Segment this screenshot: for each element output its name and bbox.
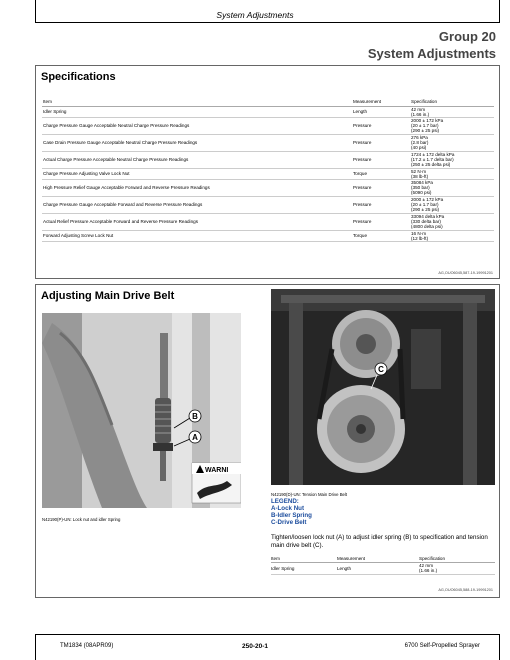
warning-decal xyxy=(192,463,241,503)
cell-measurement: Pressure xyxy=(352,196,410,213)
column-header-specification: Specification xyxy=(419,555,495,562)
spec-value: 1724 ± 172 delta kPa (17.2 ± 1.7 delta bar) (250 ± 25 delta psi) xyxy=(411,152,455,167)
callout-a-label: A xyxy=(192,433,198,442)
table-row xyxy=(42,230,494,241)
legend-item: B-Idler Spring xyxy=(271,512,312,519)
idler-spring-shape xyxy=(155,398,171,443)
cell-item: Actual Charge Pressure Acceptable Neutral Charge Pressure Readings xyxy=(42,151,352,168)
group-heading xyxy=(368,28,496,62)
specifications-panel xyxy=(35,65,500,279)
cell-spec xyxy=(410,213,494,230)
callout-c-marker xyxy=(375,363,387,375)
cell-item: Case Drain Pressure Gauge Acceptable Neutral Charge Pressure Readings xyxy=(42,134,352,151)
cell-spec xyxy=(410,106,494,117)
spec-value: 42 mm (1.66 in.) xyxy=(419,563,438,573)
spec-value: 2000 ± 172 kPa (20 ± 1.7 bar) (290 ± 25 psi) xyxy=(411,197,444,212)
drive-belt-title: Adjusting Main Drive Belt xyxy=(41,290,175,302)
cell-measurement: Torque xyxy=(352,168,410,179)
table-row xyxy=(271,562,495,574)
callout-b-marker xyxy=(189,410,201,422)
table-row xyxy=(42,168,494,179)
callout-a-marker xyxy=(189,431,201,443)
cell-measurement: Pressure xyxy=(352,117,410,134)
cell-spec xyxy=(419,562,495,574)
footer-page-number: 250-20-1 xyxy=(241,643,269,650)
cell-item: Charge Pressure Gauge Acceptable Neutral Charge Pressure Readings xyxy=(42,117,352,134)
cell-measurement: Pressure xyxy=(352,179,410,196)
cell-measurement: Pressure xyxy=(352,213,410,230)
cell-spec xyxy=(410,179,494,196)
cell-item: Actual Relief Pressure Acceptable Forward and Reverse Pressure Readings xyxy=(42,213,352,230)
cell-measurement: Torque xyxy=(352,230,410,241)
callout-c-label: C xyxy=(378,365,384,374)
drive-belt-illustration xyxy=(271,289,495,485)
cell-spec xyxy=(410,151,494,168)
specifications-table xyxy=(42,98,494,242)
cell-measurement: Length xyxy=(337,562,419,574)
table-row xyxy=(42,179,494,196)
instruction-text: Tighten/loosen lock nut (A) to adjust idler spring (B) to specification and tension main drive belt (C). xyxy=(271,534,488,549)
specifications-title: Specifications xyxy=(41,71,116,83)
table-row xyxy=(42,106,494,117)
drive-belt-panel xyxy=(35,284,500,598)
lock-nut-photo xyxy=(42,313,241,508)
callout-b-label: B xyxy=(192,412,198,421)
reference-code: AG,OUO6045,588-19-19991201 xyxy=(438,588,493,592)
cell-item: Idler Spring xyxy=(42,106,352,117)
cell-measurement: Pressure xyxy=(352,151,410,168)
spec-value: 2000 ± 172 kPa (20 ± 1.7 bar) (290 ± 25 psi) xyxy=(411,118,444,133)
column-header-measurement: Measurement xyxy=(337,555,419,562)
upper-pulley xyxy=(332,310,400,378)
cell-item: Charge Pressure Gauge Acceptable Forward and Reverse Pressure Readings xyxy=(42,196,352,213)
legend xyxy=(271,498,312,526)
table-row xyxy=(42,151,494,168)
legend-item: A-Lock Nut xyxy=(271,505,304,512)
idler-spring-table xyxy=(271,555,495,575)
table-row xyxy=(42,134,494,151)
column-header-measurement: Measurement xyxy=(352,98,410,106)
cell-item: High Pressure Relief Gauge Acceptable Forward and Reverse Pressure Readings xyxy=(42,179,352,196)
lower-pulley xyxy=(317,385,405,473)
lock-nut-illustration xyxy=(42,313,241,508)
group-title: System Adjustments xyxy=(367,46,496,61)
group-number: Group 20 xyxy=(438,29,496,44)
spec-value: 33094 delta kPa (330 delta bar) (4800 delta psi) xyxy=(411,214,445,229)
photo-caption-left: N42190(P)-UN: Lock nut and idler Spring xyxy=(42,517,121,522)
cell-spec xyxy=(410,196,494,213)
cell-spec xyxy=(410,134,494,151)
running-head: System Adjustments xyxy=(216,10,294,20)
column-header-item: Item xyxy=(271,555,337,562)
reference-code: AG,OUO6045,587-19-19991201 xyxy=(438,271,493,275)
footer-manual-id: TM1834 (08APR09) xyxy=(60,643,114,649)
table-header-row xyxy=(271,555,495,562)
cell-measurement: Pressure xyxy=(352,134,410,151)
spec-value: 16 N·m (12 lb-ft) xyxy=(411,230,429,241)
cell-spec xyxy=(410,230,494,241)
spec-value: 276 kPa (2.8 bar) (40 psi) xyxy=(411,135,429,150)
spec-value: 42 mm (1.66 in.) xyxy=(411,106,430,117)
photo-caption-right: N42190(D)-UN: Tension Main Drive Belt xyxy=(271,492,348,497)
drive-belt-photo xyxy=(271,289,495,485)
cell-item: Charge Pressure Adjusting Valve Lock Nut xyxy=(42,168,352,179)
legend-title: LEGEND: xyxy=(271,498,299,505)
table-row xyxy=(42,196,494,213)
table-header-row xyxy=(42,98,494,106)
table-row xyxy=(42,213,494,230)
table-row xyxy=(42,117,494,134)
column-header-specification: Specification xyxy=(410,98,494,106)
spec-value: 52 N·m (38 lb-ft) xyxy=(411,168,429,179)
cell-spec xyxy=(410,168,494,179)
cell-item: Idler Spring xyxy=(271,562,337,574)
spec-value: 35084 kPa (350 bar) (5090 psi) xyxy=(411,180,433,195)
cell-measurement: Length xyxy=(352,106,410,117)
footer-product-name: 6700 Self-Propelled Sprayer xyxy=(404,643,480,649)
legend-item: C-Drive Belt xyxy=(271,519,307,526)
column-header-item: Item xyxy=(42,98,352,106)
cell-item: Forward Adjusting Screw Lock Nut xyxy=(42,230,352,241)
warning-text: WARNI xyxy=(205,467,229,474)
cell-spec xyxy=(410,117,494,134)
